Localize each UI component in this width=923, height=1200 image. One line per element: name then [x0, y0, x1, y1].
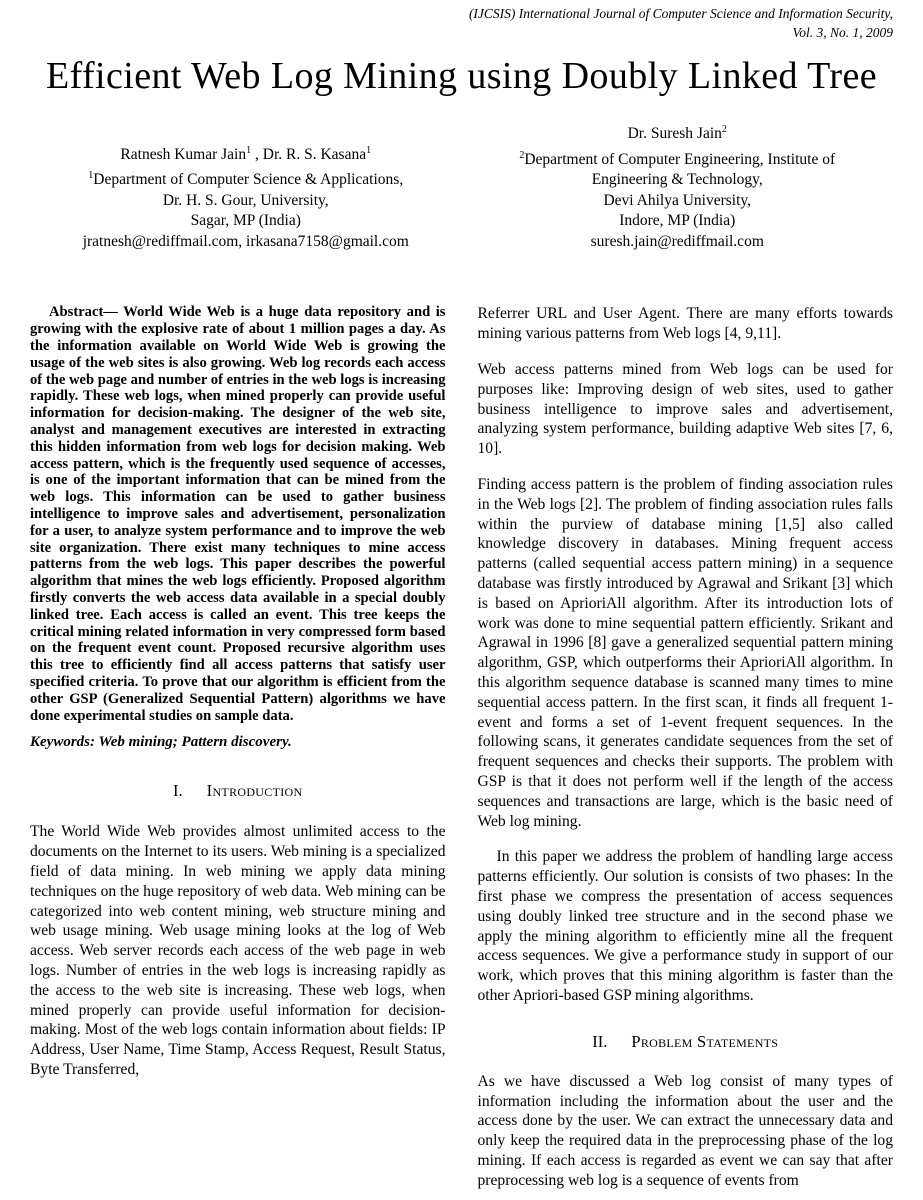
right-column	[478, 304, 894, 1190]
journal-header	[30, 5, 893, 43]
author-name: Ratnesh Kumar Jain	[120, 145, 247, 163]
author-blocks	[30, 124, 893, 252]
author-emails: suresh.jain@rediffmail.com	[590, 232, 764, 250]
abstract-text: World Wide Web is a huge data repository and is growing with the explosive rate of about 1 million pages a day. As the information available on World Wide Web is growing the usage of the web sites is also growing. Web log records each access of the web page and number of entries in the web logs is increasing rapidly. These web logs, when mined properly can provide useful information for decision-making. The designer of the web site, analyst and management executives are interested in extracting this hidden information from web logs for decision making. Web access pattern, which is the frequently used sequence of accesses, is one of the important information that can be mined from the web logs. This information can be used to gather business intelligence to improve sales and advertisement, personalization for a user, to analyze system performance and to improve the web site organization. There exist many techniques to mine access patterns from the web logs. This paper describes the powerful algorithm that mines the web logs efficiently. Proposed algorithm firstly converts the web access data available in a special doubly linked tree. Each access is called an event. This tree keeps the critical mining related information in very compressed form based on the frequent event count. Proposed recursive algorithm uses this tree to efficiently find all access patterns that satisfy user specified criteria. To prove that our algorithm is efficient from the other GSP (Generalized Sequential Pattern) algorithms we have done experimental studies on sample data.	[30, 304, 446, 724]
keywords-line: Keywords: Web mining; Pattern discovery.	[30, 734, 292, 751]
author-name: Dr. Suresh Jain	[627, 125, 722, 143]
section-number: I.	[173, 781, 183, 801]
body-paragraph: In this paper we address the problem of handling large access patterns efficiently. Our solution is consists of two phases: In the first phase we compress the presentation of access sequences using doubly linked tree structure and in the second phase we apply the mining algorithm to efficiently mine all the frequent access sequences. We give a performance study in support of our work, which proves that this mining algorithm is faster than the other Apriori-based GSP mining algorithms.	[477, 848, 893, 1004]
author-affil-mark: 2	[721, 124, 727, 136]
abstract-label: Abstract—	[49, 304, 118, 321]
affiliation-line: Devi Ahilya University,	[603, 191, 751, 209]
author-block-left	[30, 145, 462, 253]
journal-volume-line: Vol. 3, No. 1, 2009	[792, 24, 893, 40]
affiliation-line: Engineering & Technology,	[591, 171, 763, 189]
author-name: , Dr. R. S. Kasana	[251, 145, 367, 163]
affiliation-line: Dr. H. S. Gour, University,	[162, 191, 329, 209]
section-heading-problem-statements	[478, 1032, 894, 1052]
body-paragraph: As we have discussed a Web log consist of many types of information including the information about the user and the access done by the user. We can extract the unnecessary data and only keep the required data in the preprocessing phase of the log mining. If each access is regarded as event we can say that after preprocessing web log is a sequence of events from	[477, 1072, 893, 1189]
affiliation-line	[480, 150, 876, 171]
affil-mark: 1	[88, 170, 94, 182]
two-column-body	[30, 304, 893, 1190]
affiliation-line	[48, 170, 444, 191]
section-heading-introduction	[30, 781, 446, 801]
section-title: Introduction	[206, 781, 303, 801]
author-block-right	[462, 124, 894, 252]
affiliation-line: Sagar, MP (India)	[190, 212, 301, 230]
author-affil-mark: 1	[366, 144, 372, 156]
author-emails: jratnesh@rediffmail.com, irkasana7158@gmail.com	[82, 232, 409, 250]
author-names-left	[48, 145, 444, 166]
left-column	[30, 304, 446, 1190]
introduction-paragraph: The World Wide Web provides almost unlimited access to the documents on the Internet to its users. Web mining is a specialized field of data mining. In web mining we apply data mining techniques on the huge repository of web data. Web mining can be categorized into web content mining, web structure mining and web usage mining. Web usage mining looks at the log of Web access. Web server records each access of the web page in web logs. Number of entries in the web logs is increasing rapidly as the access to the web site is increasing. These web logs, when mined properly can provide useful information for decision-making. Most of the web logs contain information about fields: IP Address, User Name, Time Stamp, Access Request, Result Status, Byte Transferred,	[30, 823, 446, 1078]
abstract-paragraph	[30, 304, 446, 724]
body-paragraph: Finding access pattern is the problem of finding association rules in the Web logs [2]. The problem of finding association rules falls within the purview of database mining [1,5] also called knowledge discovery in databases. Mining frequent access patterns (called sequential access pattern mining) in a sequence database was firstly introduced by Agrawal and Srikant [3] which is based on AprioriAll algorithm. After its introduction lots of work was done to mine sequential pattern efficiently. Srikant and Agrawal in 1996 [8] gave a generalized sequential pattern mining algorithm, GSP, which outperforms their AprioriAll algorithm. In this algorithm sequence database is scanned many times to mine sequential access pattern. In the first scan, it finds all frequent 1-event and forms a set of 1-event frequent sequences. In the following scans, it generates candidate sequences from the set of frequent sequences and checks their supports. The problem with GSP is that it does not perform well if the length of the access sequences and transactions are large, which is the basic need of Web log mining.	[477, 476, 893, 830]
section-title: Problem Statements	[631, 1031, 779, 1051]
section-number: II.	[592, 1031, 608, 1051]
affiliation-text: Department of Computer Science & Applications,	[93, 171, 404, 189]
body-paragraph: Referrer URL and User Agent. There are many efforts towards mining various patterns from Web logs [4, 9,11].	[477, 305, 893, 343]
author-affil-mark: 1	[246, 144, 252, 156]
affiliation-line: Indore, MP (India)	[619, 212, 736, 230]
author-names-right	[480, 124, 876, 145]
affil-mark: 2	[519, 149, 525, 161]
paper-title: Efficient Web Log Mining using Doubly Linked Tree	[45, 54, 877, 97]
body-paragraph: Web access patterns mined from Web logs can be used for purposes like: Improving design of web sites, used to gather business intelligence to improve sales and advertisement, analyzing system performance, building adaptive Web sites [7, 6, 10].	[477, 361, 893, 458]
journal-name-line: (IJCSIS) International Journal of Computer Science and Information Security,	[468, 6, 893, 21]
affiliation-text: Department of Computer Engineering, Institute of	[524, 150, 836, 168]
